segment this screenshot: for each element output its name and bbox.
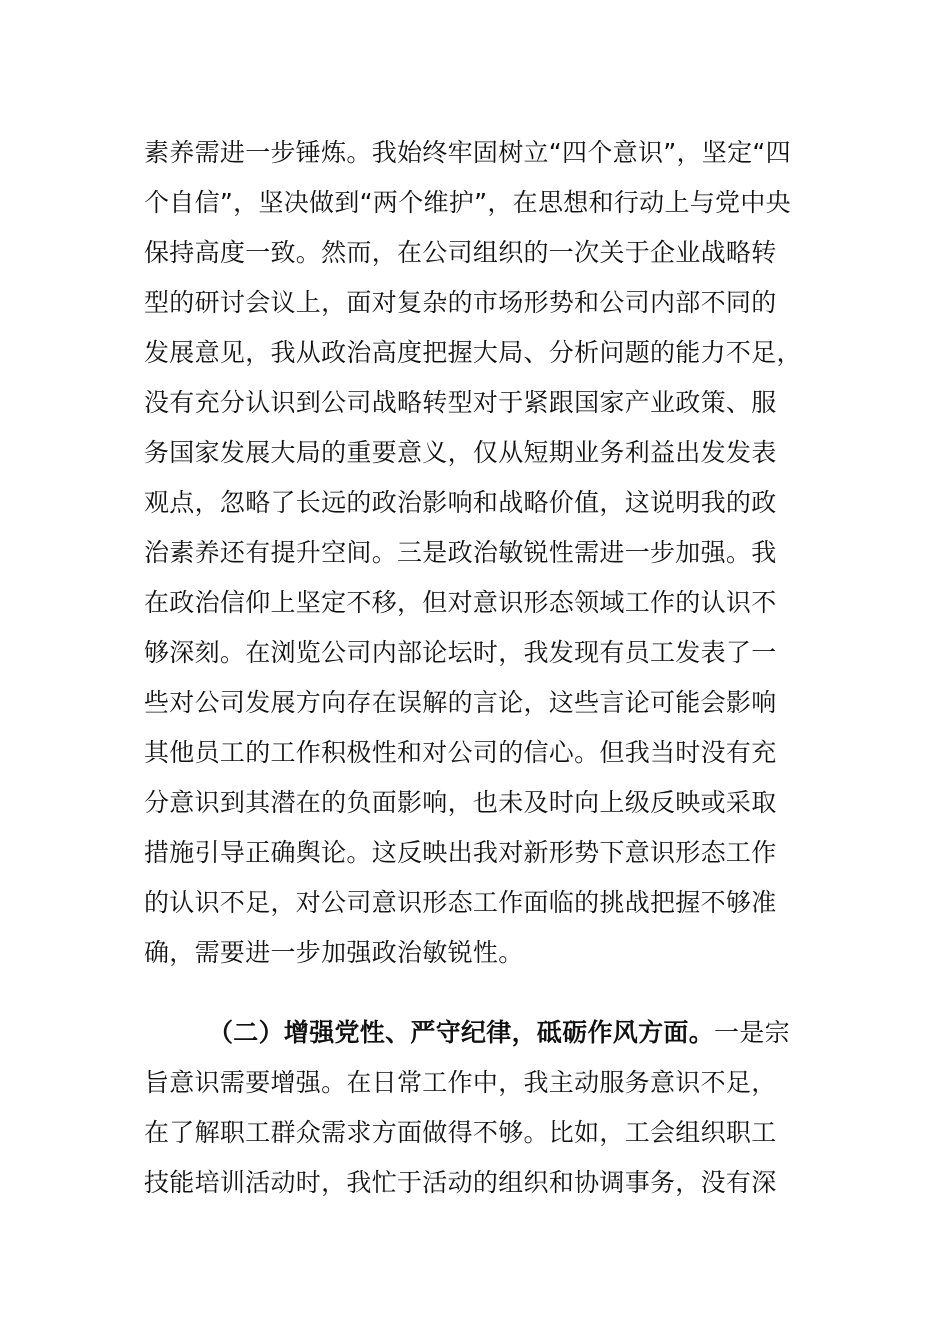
text-line: 旨意识需要增强。在日常工作中，我主动服务意识不足， [144,1068,777,1097]
text-line: 够深刻。在浏览公司内部论坛时，我发现有员工发表了一 [144,638,777,667]
text-line: 在了解职工群众需求方面做得不够。比如，工会组织职工 [144,1118,777,1147]
text-line: 在政治信仰上坚定不移，但对意识形态领域工作的认识不 [144,588,777,617]
text-line: 分意识到其潜在的负面影响，也未及时向上级反映或采取 [144,788,777,817]
heading-continuation: 一是宗 [714,1018,790,1047]
text-line: 确，需要进一步加强政治敏锐性。 [144,938,524,967]
text-line: 观点，忽略了长远的政治影响和战略价值，这说明我的政 [144,488,777,517]
text-line: 发展意见，我从政治高度把握大局、分析问题的能力不足， [144,338,802,367]
text-line-first [208,1017,790,1049]
text-line: 务国家发展大局的重要意义，仅从短期业务利益出发发表 [144,438,777,467]
section-heading: （二）增强党性、严守纪律，砥砺作风方面。 [208,1018,715,1047]
text-line: 其他员工的工作积极性和对公司的信心。但我当时没有充 [144,738,777,767]
text-line: 的认识不足，对公司意识形态工作面临的挑战把握不够准 [144,888,777,917]
text-line: 素养需进一步锤炼。我始终牢固树立“四个意识”，坚定“四 [144,138,791,167]
text-line: 措施引导正确舆论。这反映出我对新形势下意识形态工作 [144,838,777,867]
text-line: 个自信”，坚决做到“两个维护”，在思想和行动上与党中央 [144,188,791,217]
text-line: 些对公司发展方向存在误解的言论，这些言论可能会影响 [144,688,777,717]
text-line: 型的研讨会议上，面对复杂的市场形势和公司内部不同的 [144,288,777,317]
text-line: 没有充分认识到公司战略转型对于紧跟国家产业政策、服 [144,388,777,417]
text-line: 保持高度一致。然而，在公司组织的一次关于企业战略转 [144,238,777,267]
text-line: 技能培训活动时，我忙于活动的组织和协调事务，没有深 [144,1168,777,1197]
text-line: 治素养还有提升空间。三是政治敏锐性需进一步加强。我 [144,538,777,567]
